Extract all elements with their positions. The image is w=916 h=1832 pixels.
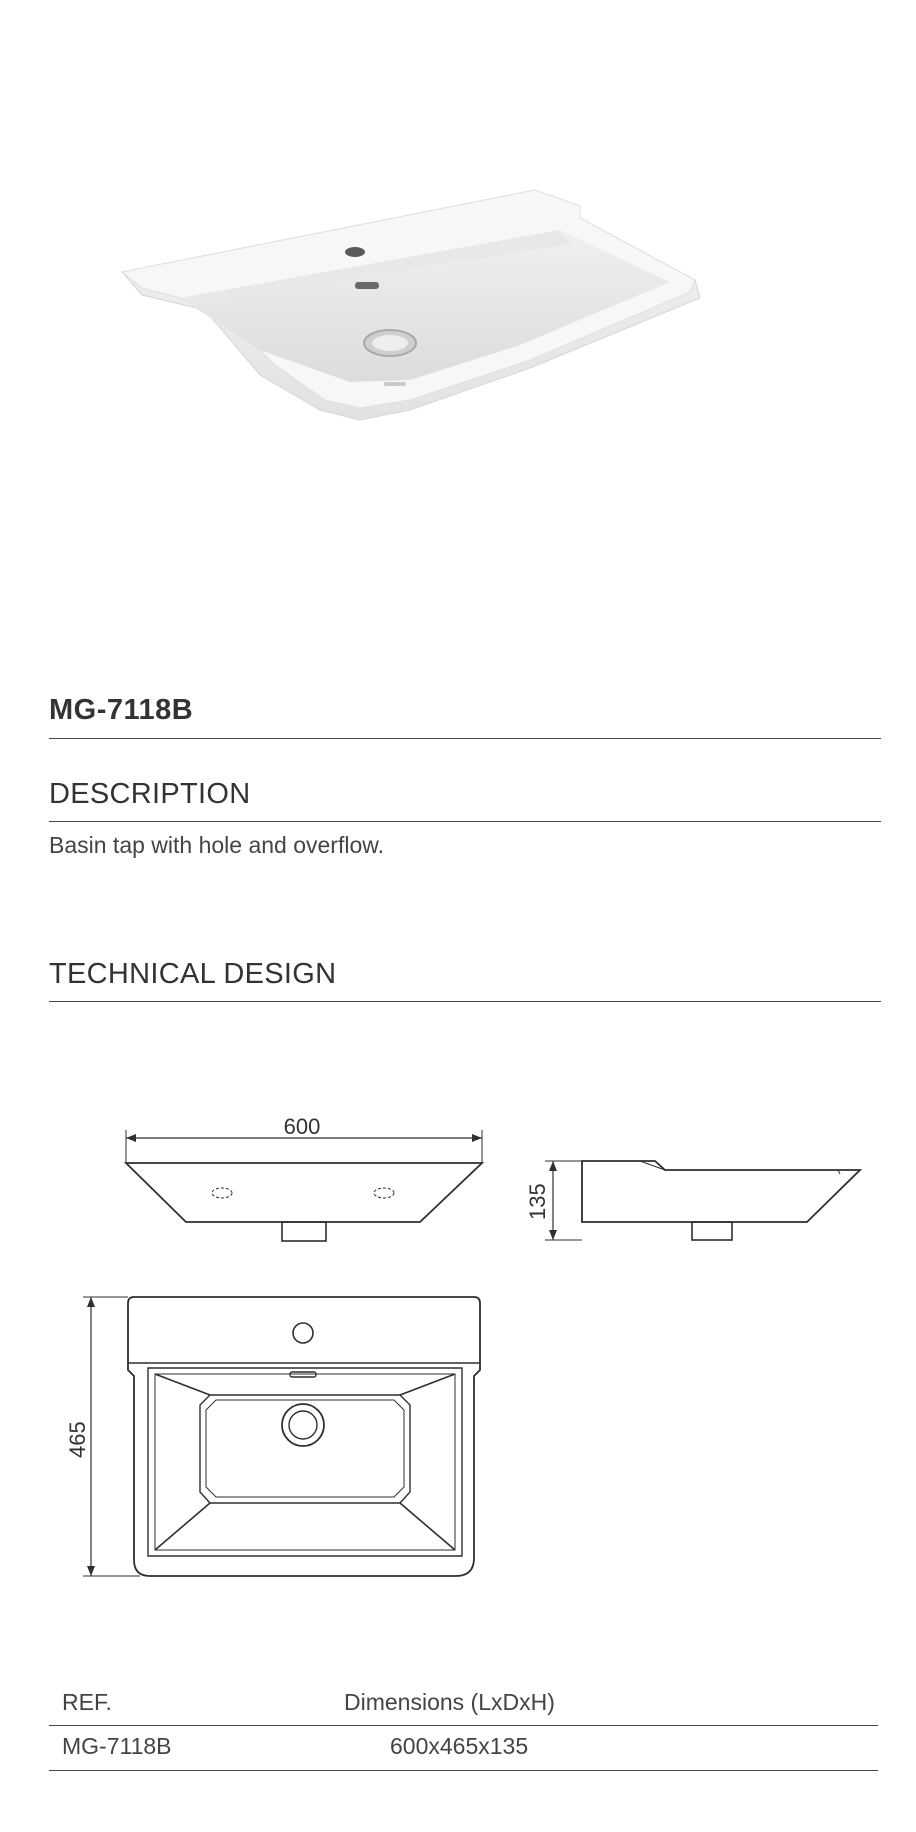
technical-drawing [0, 1100, 916, 1600]
width-dimension: 600 [283, 1114, 321, 1139]
description-heading: DESCRIPTION [49, 778, 251, 810]
table-divider [49, 1770, 878, 1771]
side-view [525, 1161, 860, 1240]
top-view [65, 1297, 480, 1576]
table-row [62, 1729, 877, 1773]
front-view [126, 1114, 482, 1241]
depth-dimension: 465 [65, 1421, 90, 1458]
product-code: MG-7118B [49, 694, 194, 726]
table-divider [49, 1725, 878, 1726]
table-header-row [62, 1685, 877, 1729]
table-cell-ref: MG-7118B [62, 1733, 172, 1759]
reference-table [62, 1685, 877, 1773]
divider [49, 738, 881, 739]
table-header-dimensions: Dimensions (LxDxH) [344, 1689, 555, 1715]
table-cell-dimensions: 600x465x135 [390, 1733, 529, 1759]
height-dimension: 135 [525, 1183, 550, 1220]
divider [49, 1001, 881, 1002]
table-header-ref: REF. [62, 1689, 112, 1715]
technical-heading: TECHNICAL DESIGN [49, 958, 337, 990]
description-text: Basin tap with hole and overflow. [49, 832, 384, 858]
divider [49, 821, 881, 822]
product-photo [110, 170, 710, 490]
